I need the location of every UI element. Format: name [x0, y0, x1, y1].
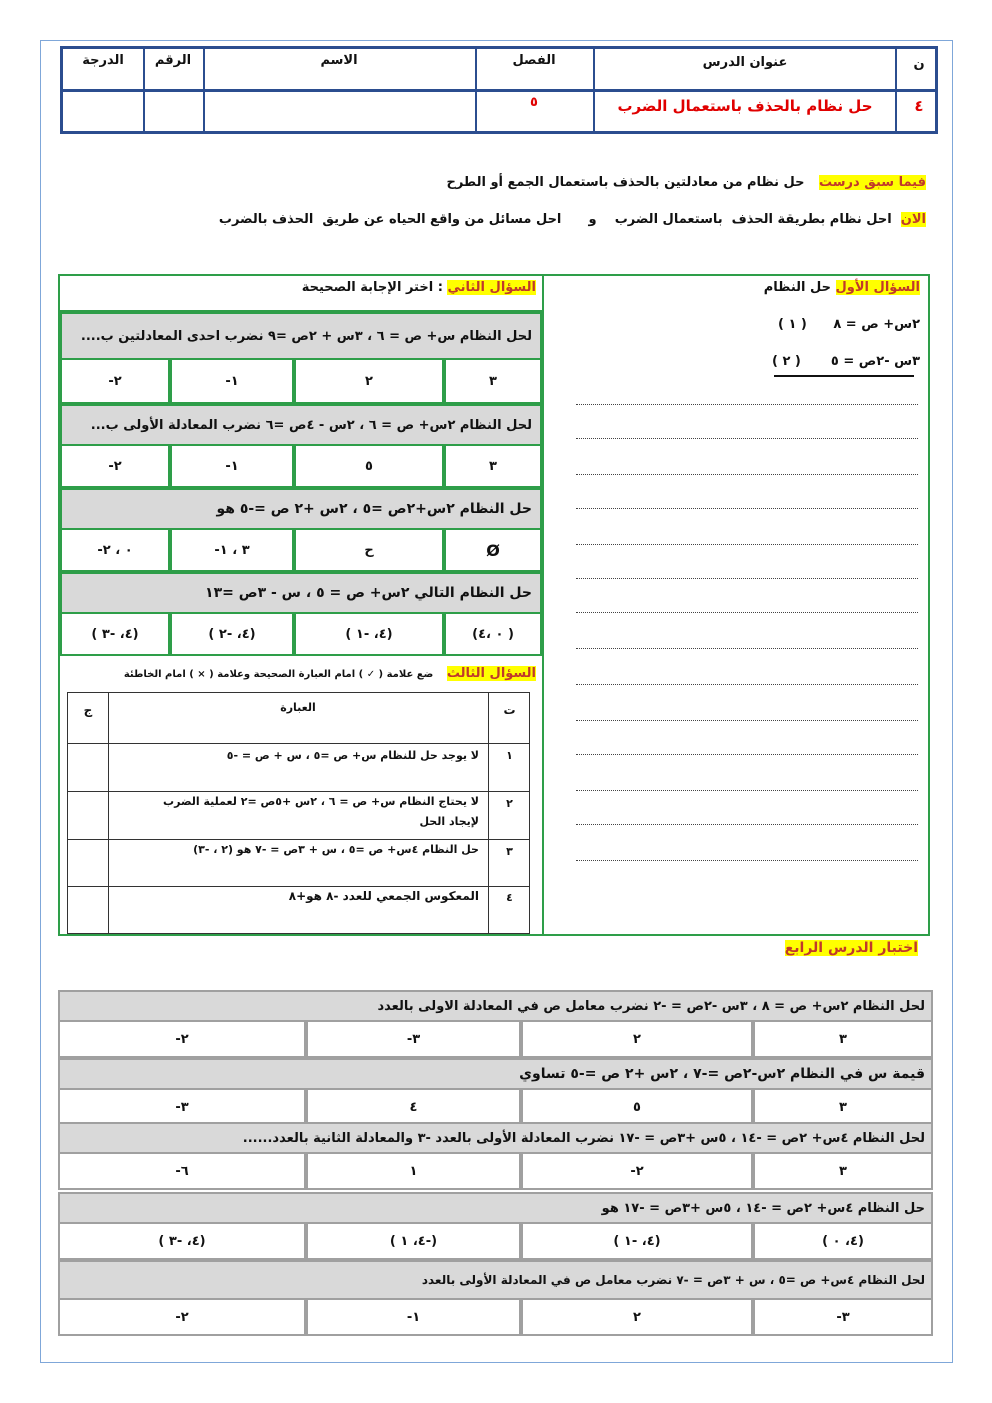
option[interactable]: (٤، -٣ ) [60, 614, 170, 656]
header-col-n: ن [913, 57, 925, 72]
quiz-options-3 [58, 1154, 933, 1190]
intro-previous [446, 175, 926, 190]
option[interactable]: ٣- [753, 1300, 933, 1336]
option[interactable]: ٢ [521, 1300, 753, 1336]
header-col-name: الاسم [320, 53, 358, 68]
quiz-question-5: لحل النظام ٤س+ ص =٥ ، س + ٣ص = -٧ نضرب معامل ص في المعادلة الأولى بالعدد [58, 1260, 933, 1300]
q3-heading [124, 662, 536, 681]
q1-equation-2-number: ( ٢ ) [772, 354, 801, 369]
q1-equation-2: ٣س -٢ص = ٥ [830, 354, 920, 369]
tf-answer-box[interactable] [70, 888, 106, 930]
q2-question-2: لحل النظام ٢س+ ص = ٦ ، ٢س - ٤ص =٦ نضرب المعادلة الأولى ب... [60, 404, 542, 446]
option[interactable]: ٣ [753, 1090, 933, 1126]
option[interactable]: ٢- [60, 446, 170, 488]
quiz-question-block [58, 990, 933, 1058]
q2-label: السؤال الثاني [447, 280, 536, 295]
answer-line[interactable] [576, 648, 918, 649]
q2-options-2 [60, 446, 542, 488]
q1-label: السؤال الأول [835, 280, 920, 295]
option[interactable]: ٣ [753, 1154, 933, 1190]
header-col-number: الرقم [154, 53, 192, 68]
quiz-question-block [58, 1058, 933, 1126]
option[interactable]: ٣ [753, 1022, 933, 1058]
option[interactable]: ٣- [306, 1022, 521, 1058]
option[interactable]: ٣ [444, 446, 542, 488]
option[interactable]: (٤، -٣ ) [58, 1224, 306, 1260]
option[interactable]: (٤، ٠ ) [753, 1224, 933, 1260]
option[interactable]: ٢- [58, 1022, 306, 1058]
true-false-table [67, 692, 530, 934]
quiz-options-4 [58, 1224, 933, 1260]
quiz-question-1: لحل النظام ٢س+ ص = ٨ ، ٣س -٢ص = -٢ نضرب معامل ص في المعادلة الاولى بالعدد [58, 990, 933, 1022]
option[interactable]: ٢- [58, 1300, 306, 1336]
tf-row-statement: المعكوس الجمعي للعدد -٨ هو+٨ [288, 889, 479, 903]
q3-text: ضع علامة ( ✓ ) امام العبارة الصحيحة وعلامة ( × ) امام الخاطئة [123, 669, 434, 680]
tf-col-index: ت [503, 703, 516, 717]
option[interactable]: ٣ [444, 360, 542, 404]
answer-line[interactable] [576, 720, 918, 721]
q1-equation-1: ٢س+ ص = ٨ [833, 317, 920, 332]
option[interactable]: ( ٠ ،٤) [444, 614, 542, 656]
tf-row-index: ١ [506, 749, 513, 762]
option[interactable]: ١ [306, 1154, 521, 1190]
answer-line[interactable] [576, 824, 918, 825]
option[interactable]: ٣ ، ١- [170, 530, 294, 572]
option[interactable]: ح [294, 530, 444, 572]
tf-row-index: ٢ [506, 797, 513, 810]
q2-text: : اختر الإجابة الصحيحة [301, 280, 443, 295]
tf-col-answer: ج [83, 703, 93, 717]
lesson-header-table [60, 46, 938, 134]
answer-line[interactable] [576, 578, 918, 579]
option[interactable]: ١- [170, 446, 294, 488]
tf-row-index: ٣ [506, 845, 513, 858]
q2-heading [302, 280, 536, 295]
tf-answer-box[interactable] [70, 793, 106, 835]
quiz-question-block [58, 1122, 933, 1190]
quiz-options-2 [58, 1090, 933, 1126]
option[interactable]: ٥ [294, 446, 444, 488]
intro-now-text: احل نظام بطريقة الحذف باستعمال الضرب و احل مسائل من واقع الحياه عن طريق الحذف بالضرب [218, 212, 892, 227]
quiz-options-1 [58, 1022, 933, 1058]
option[interactable]: ٣- [58, 1090, 306, 1126]
tf-col-statement: العبارة [280, 701, 316, 714]
q3-label: السؤال الثالث [446, 666, 536, 681]
option[interactable]: ٢ [294, 360, 444, 404]
intro-previous-text: حل نظام من معادلتين بالحذف باستعمال الجمع أو الطرح [446, 175, 805, 190]
option[interactable]: (٤، -٢ ) [170, 614, 294, 656]
tf-row-statement: لا يحتاج النظام س+ ص = ٦ ، ٢س +٥ص =٢ لعملية الضرب [163, 795, 479, 808]
answer-line[interactable] [576, 860, 918, 861]
option[interactable]: ١- [170, 360, 294, 404]
answer-line[interactable] [576, 754, 918, 755]
quiz-question-block [58, 1192, 933, 1260]
answer-line[interactable] [576, 404, 918, 405]
intro-now [219, 212, 926, 227]
option[interactable]: ٦- [58, 1154, 306, 1190]
quiz-question-4: حل النظام ٤س+ ٢ص = -١٤ ، ٥س +٣ص = -١٧ هو [58, 1192, 933, 1224]
tf-row-statement: لا يوجد حل للنظام س+ ص =٥ ، س + ص = -٥ [226, 749, 479, 762]
quiz-question-block [58, 1260, 933, 1336]
header-chapter-value: ٥ [530, 95, 538, 110]
tf-answer-box[interactable] [70, 841, 106, 883]
quiz-question-2: قيمة س في النظام ٢س-٢ص =-٧ ، ٢س +٢ ص =-٥ تساوي [58, 1058, 933, 1090]
tf-answer-box[interactable] [70, 745, 106, 787]
header-col-grade: الدرجة [82, 53, 124, 68]
answer-line[interactable] [576, 544, 918, 545]
header-lesson-title: حل نظام بالحذف باستعمال الضرب [617, 97, 873, 115]
quiz-question-3: لحل النظام ٤س+ ٢ص = -١٤ ، ٥س +٣ص = -١٧ نضرب المعادلة الأولى بالعدد -٣ والمعادلة الثانية بالعدد...... [58, 1122, 933, 1154]
answer-line[interactable] [576, 438, 918, 439]
q2-question-4: حل النظام التالي ٢س+ ص = ٥ ، س - ٣ص =١٣ [60, 572, 542, 614]
q2-options-1 [60, 360, 542, 404]
option[interactable]: ٢- [521, 1154, 753, 1190]
tf-row-index: ٤ [506, 891, 513, 904]
header-col-chapter: الفصل [512, 53, 556, 68]
option[interactable]: ٢ [521, 1022, 753, 1058]
option[interactable]: ٠ ، ٢- [60, 530, 170, 572]
answer-line[interactable] [576, 474, 918, 475]
q2-options-3 [60, 530, 542, 572]
tf-row-statement-line2: لإيجاد الحل [419, 815, 479, 828]
quiz-title: اختبار الدرس الرابع [784, 940, 918, 956]
answer-line[interactable] [576, 508, 918, 509]
header-col-title: عنوان الدرس [702, 55, 788, 70]
option[interactable]: ٢- [60, 360, 170, 404]
option[interactable]: (-٤، ١ ) [306, 1224, 521, 1260]
option[interactable]: ١- [306, 1300, 521, 1336]
q2-options-4 [60, 614, 542, 656]
answer-line[interactable] [576, 684, 918, 685]
answer-line[interactable] [576, 790, 918, 791]
header-lesson-number: ٤ [914, 97, 924, 115]
option[interactable]: Ø [444, 530, 542, 572]
intro-now-label: الان [900, 212, 926, 227]
q1-equation-1-number: ( ١ ) [778, 317, 807, 332]
tf-row-statement: حل النظام ٤س+ ص =٥ ، س + ٣ص = -٧ هو (٢ ، -٣) [193, 843, 479, 856]
intro-previous-label: فيما سبق درست [819, 175, 926, 190]
option[interactable]: ٤ [306, 1090, 521, 1126]
option[interactable]: (٤، -١ ) [521, 1224, 753, 1260]
option[interactable]: (٤، -١ ) [294, 614, 444, 656]
answer-line[interactable] [576, 612, 918, 613]
q1-text: حل النظام [763, 280, 831, 295]
option[interactable]: ٥ [521, 1090, 753, 1126]
q1-heading [764, 280, 920, 295]
q2-question-3: حل النظام ٢س+٢ص =٥ ، ٢س +٢ ص =-٥ هو [60, 488, 542, 530]
quiz-options-5 [58, 1300, 933, 1336]
q2-question-1: لحل النظام س+ ص = ٦ ، ٣س + ٢ص =٩ نضرب احدى المعادلتين ب.... [60, 312, 542, 360]
